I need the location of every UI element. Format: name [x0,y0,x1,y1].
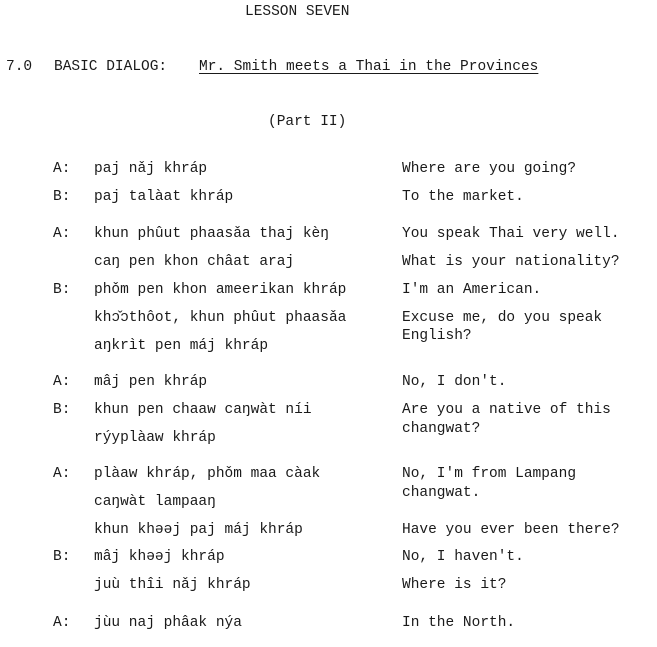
dialog-speaker: A: [53,615,71,631]
dialog-thai-line: khun khəəj paj máj khráp [94,522,303,538]
dialog-speaker: A: [53,374,71,390]
dialog-english-line: Have you ever been there? [402,522,620,538]
dialog-english-line: No, I don't. [402,374,507,390]
dialog-english-line: I'm an American. [402,282,542,298]
dialog-speaker: A: [53,226,71,242]
dialog-speaker: B: [53,549,71,565]
dialog-thai-line: paj nǎj khráp [94,161,208,177]
dialog-thai-line: khɔ̌ɔthôot, khun phûut phaasǎa [94,310,347,326]
dialog-thai-line: aŋkrìt pen máj khráp [94,338,269,354]
dialog-english-line: Where is it? [402,577,507,593]
dialog-english-line: What is your nationality? [402,254,620,270]
dialog-english-line: Are you a native of this [402,402,611,418]
lesson-title: LESSON SEVEN [245,4,350,20]
dialog-thai-line: plàaw khráp, phǒm maa càak [94,466,321,482]
dialog-thai-line: khun pen chaaw caŋwàt níi [94,402,312,418]
dialog-speaker: B: [53,189,71,205]
dialog-speaker: B: [53,282,71,298]
dialog-english-line: changwat. [402,485,481,501]
dialog-english-line: No, I haven't. [402,549,524,565]
dialog-thai-line: rýyplàaw khráp [94,430,216,446]
dialog-english-line: English? [402,328,472,344]
dialog-thai-line: phǒm pen khon ameerikan khráp [94,282,347,298]
dialog-thai-line: juù thîi nǎj khráp [94,577,251,593]
dialog-thai-line: paj talàat khráp [94,189,234,205]
dialog-thai-line: mâj pen khráp [94,374,208,390]
dialog-speaker: B: [53,402,71,418]
dialog-english-line: Where are you going? [402,161,577,177]
dialog-thai-line: mâj khəəj khráp [94,549,225,565]
dialog-thai-line: caŋ pen khon châat araj [94,254,295,270]
dialog-speaker: A: [53,161,71,177]
section-number: 7.0 [6,59,33,75]
dialog-english-line: To the market. [402,189,524,205]
dialog-english-line: No, I'm from Lampang [402,466,577,482]
part-label: (Part II) [268,114,347,130]
dialog-english-line: You speak Thai very well. [402,226,620,242]
dialog-thai-line: jùu naj phâak nýa [94,615,242,631]
dialog-thai-line: khun phûut phaasǎa thaj kèŋ [94,226,329,242]
section-title: Mr. Smith meets a Thai in the Provinces [199,59,539,75]
dialog-thai-line: caŋwàt lampaaŋ [94,494,216,510]
dialog-speaker: A: [53,466,71,482]
section-label: BASIC DIALOG: [54,59,168,75]
dialog-english-line: Excuse me, do you speak [402,310,603,326]
dialog-english-line: changwat? [402,421,481,437]
dialog-english-line: In the North. [402,615,516,631]
